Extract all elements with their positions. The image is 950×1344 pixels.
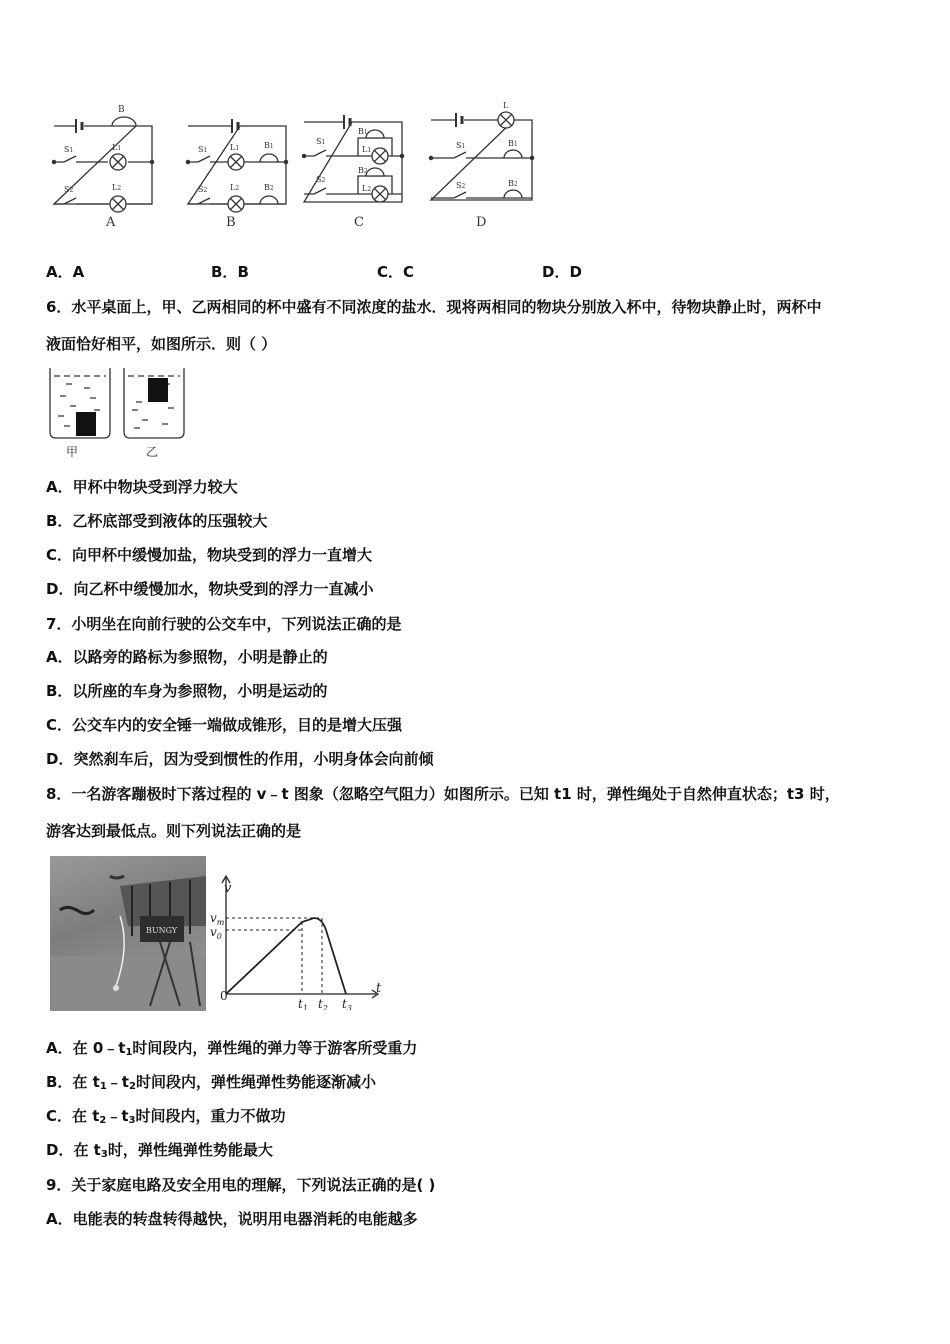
q9-option-a[interactable]: A．电能表的转盘转得越快，说明用电器消耗的电能越多 xyxy=(46,1210,418,1228)
s1-label: S1 xyxy=(64,145,74,154)
bungee-photo-drawing xyxy=(50,856,206,1011)
svg-text:L2: L2 xyxy=(362,184,372,193)
q8-option-a[interactable]: A．在 $0﹣t_1$时间段内，弹性绳的弹力等于游客所受重力 xyxy=(46,1039,418,1058)
bungee-sign: BUNGY xyxy=(146,926,178,935)
svg-text:S1: S1 xyxy=(456,141,466,150)
circuit-d xyxy=(429,101,533,230)
q5-option-b[interactable]: B．B xyxy=(211,263,249,281)
q6-stem-line1: 6．水平桌面上，甲、乙两相同的杯中盛有不同浓度的盐水．现将两相同的物块分别放入杯中，待物块静止时，两杯中 xyxy=(46,298,822,316)
beaker-label-yi: 乙 xyxy=(146,445,159,459)
svg-text:B2: B2 xyxy=(358,166,368,175)
q8-option-d[interactable]: D．在 $t_3$时，弹性绳弹性势能最大 xyxy=(46,1141,273,1160)
beaker-jia xyxy=(50,368,110,438)
q5-options xyxy=(46,261,646,281)
circuit-b xyxy=(186,119,287,230)
svg-text:S2: S2 xyxy=(456,181,466,190)
v0-label: $v_0$ xyxy=(210,925,222,941)
q6-beakers-figure xyxy=(46,364,196,460)
t2-label: $t_2$ xyxy=(318,997,328,1010)
q7-option-a[interactable]: A．以路旁的路标为参照物，小明是静止的 xyxy=(46,648,328,666)
q6-option-c[interactable]: C．向甲杯中缓慢加盐，物块受到的浮力一直增大 xyxy=(46,546,373,564)
l2-label: L2 xyxy=(112,183,122,192)
origin-label: 0 xyxy=(220,989,228,1003)
circuit-label-d: D xyxy=(476,215,487,230)
q7-option-b[interactable]: B．以所座的车身为参照物，小明是运动的 xyxy=(46,682,328,700)
beaker-yi xyxy=(124,368,184,438)
q9-stem: 9．关于家庭电路及安全用电的理解，下列说法正确的是( ) xyxy=(46,1176,436,1194)
q5-option-a[interactable]: A．A xyxy=(46,263,85,281)
s2-label: S2 xyxy=(64,185,74,194)
q5-option-c[interactable]: C．C xyxy=(377,263,415,281)
q6-option-a[interactable]: A．甲杯中物块受到浮力较大 xyxy=(46,478,238,496)
q6-option-d[interactable]: D．向乙杯中缓慢加水，物块受到的浮力一直减小 xyxy=(46,580,374,598)
circuit-label-b: B xyxy=(226,215,236,230)
circuit-label-c: C xyxy=(354,215,364,230)
svg-text:S2: S2 xyxy=(198,185,208,194)
q7-stem: 7．小明坐在向前行驶的公交车中，下列说法正确的是 xyxy=(46,615,402,633)
vm-label: $v_m$ xyxy=(210,911,225,927)
circuit-c xyxy=(302,115,403,230)
t1-label: $t_1$ xyxy=(298,997,308,1010)
bell-label: B xyxy=(118,105,125,115)
q8-stem-line2: 游客达到最低点。则下列说法正确的是 xyxy=(46,822,302,840)
q5-circuit-diagrams xyxy=(46,100,546,235)
svg-text:L2: L2 xyxy=(230,183,240,192)
q6-stem-line2: 液面恰好相平，如图所示．则（ ） xyxy=(46,335,277,353)
circuit-label-a: A xyxy=(106,215,116,230)
q8-option-c[interactable]: C．在 $t_2﹣t_3$时间段内，重力不做功 xyxy=(46,1107,286,1126)
svg-text:L1: L1 xyxy=(362,145,372,154)
q6-option-b[interactable]: B．乙杯底部受到液体的压强较大 xyxy=(46,512,268,530)
vt-graph xyxy=(206,870,391,1010)
v-axis-label: v xyxy=(224,881,232,896)
svg-text:L1: L1 xyxy=(230,143,240,152)
svg-text:B2: B2 xyxy=(508,179,518,188)
svg-text:S1: S1 xyxy=(198,145,208,154)
beaker-label-jia: 甲 xyxy=(66,445,79,459)
q7-option-d[interactable]: D．突然刹车后，因为受到惯性的作用，小明身体会向前倾 xyxy=(46,750,434,768)
svg-text:S1: S1 xyxy=(316,137,326,146)
circuit-a xyxy=(52,105,153,230)
q8-stem-line1: 8．一名游客蹦极时下落过程的 v﹣t 图象（忽略空气阻力）如图所示。已知 t1 时，弹性绳处于自然伸直状态；t3 时， xyxy=(46,785,840,803)
t-axis-label: t xyxy=(376,981,382,996)
l1-label: L1 xyxy=(112,143,122,152)
t3-label: $t_3$ xyxy=(342,997,352,1010)
bungee-photo xyxy=(50,856,206,1011)
q5-option-d[interactable]: D．D xyxy=(542,263,582,281)
vt-curve xyxy=(226,918,346,994)
q7-option-c[interactable]: C．公交车内的安全锤一端做成锥形，目的是增大压强 xyxy=(46,716,403,734)
svg-text:B1: B1 xyxy=(358,127,368,136)
q8-option-b[interactable]: B．在 $t_1﹣t_2$时间段内，弹性绳弹性势能逐渐减小 xyxy=(46,1073,376,1092)
svg-text:S2: S2 xyxy=(316,175,326,184)
svg-text:B2: B2 xyxy=(264,183,274,192)
svg-text:B1: B1 xyxy=(264,141,274,150)
svg-text:L: L xyxy=(503,101,509,110)
svg-text:B1: B1 xyxy=(508,139,518,148)
